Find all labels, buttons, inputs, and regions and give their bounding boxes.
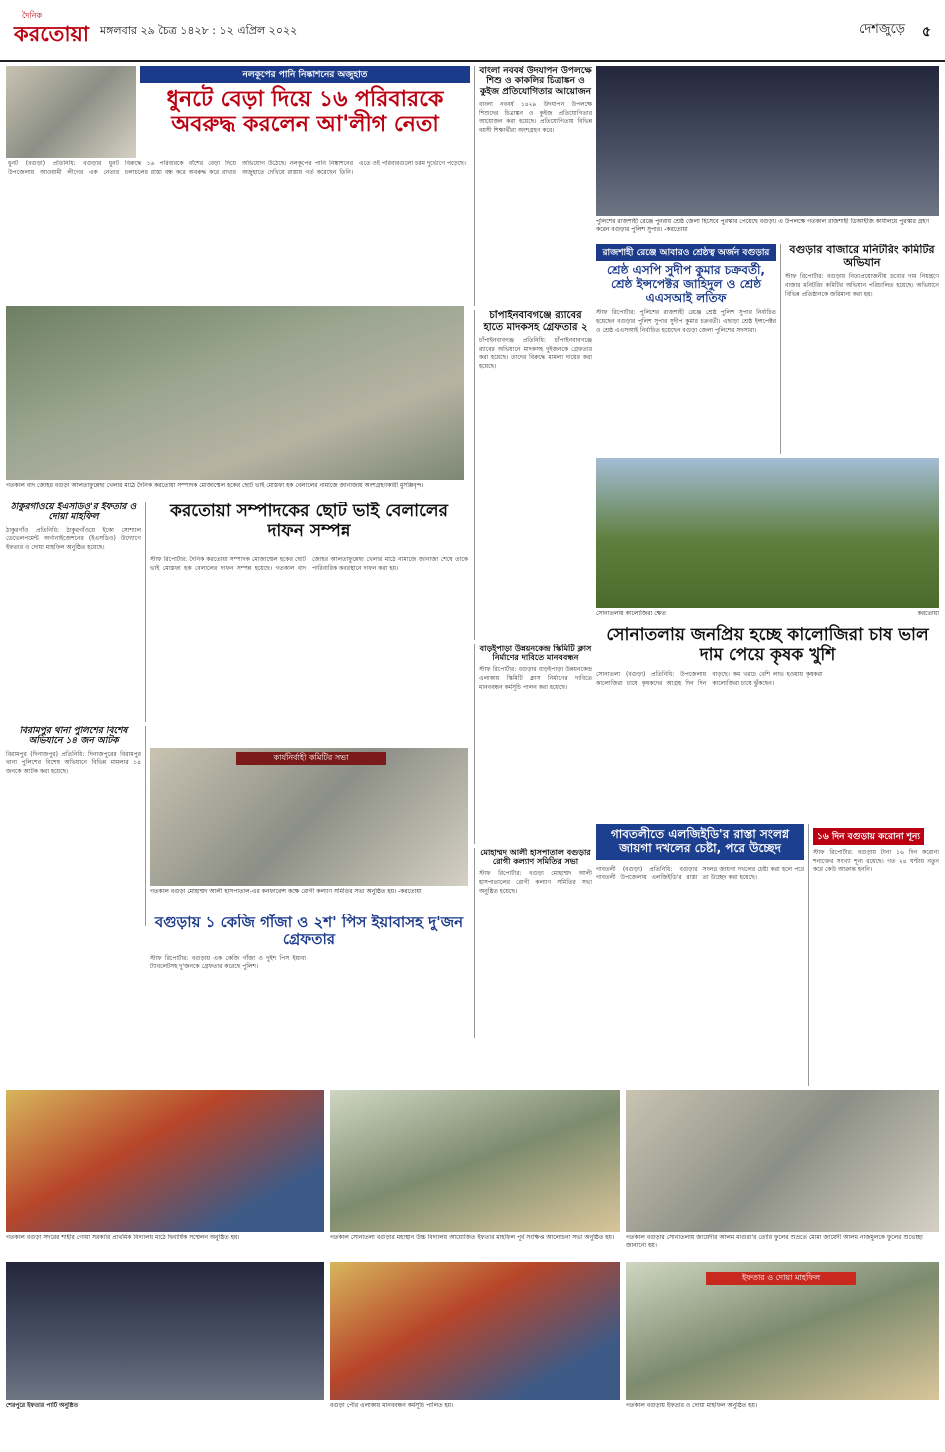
photo-iftar-school — [330, 1090, 620, 1232]
photo-janaza — [6, 306, 464, 480]
headline: বাড়ইপাড়া উন্নয়নকেন্দ্র স্কিমিটি ক্লাস নির্মাণের দাবিতে মানববন্ধন — [479, 644, 592, 663]
photo-black-cumin-field — [596, 458, 939, 608]
doa-banner: ইফতার ও দোয়া মাহফিল — [706, 1272, 856, 1285]
photo-conference-caption: গতকাল বগুড়া সদরের শাহীর গোয়া সরকারি প্রাথমিক বিদ্যালয় মাঠে দ্বিবার্ষিক সম্মেলন অনুষ্ঠিত হয়। — [6, 1234, 240, 1241]
headline: চাঁপাইনবাবগঞ্জে র‍্যাবের হাতে মাদকসহ গ্রেফতার ২ — [483, 310, 588, 333]
headline: করতোয়া সম্পাদকের ছোট ভাই বেলালের দাফন সম্পন্ন — [170, 502, 448, 541]
story-best-sp — [596, 244, 776, 454]
photo-sherpur-iftar — [6, 1262, 324, 1400]
corona-tag: ১৬ দিন বগুড়ায় করোনা শূন্য — [813, 828, 924, 845]
body: স্টাফ রিপোর্টার: বগুড়ায় নিত্যপ্রয়োজনীয় দ্রব্যের দাম নিয়ন্ত্রণে বাজার মনিটরিং কমিটির অভিযান পরিচালিত হয়েছে। অভিযানে বিভিন্ন প্রতিষ্ঠানকে জরিমানা করা হয়। — [785, 273, 939, 298]
body: স্টাফ রিপোর্টার: বগুড়ার বাড়ইপাড়া উন্নয়নকেন্দ্র এলাকায় স্কিমিটি ক্লাস নির্মাণের দাবিতে মানববন্ধন কর্মসূচি পালন করা হয়েছে। — [479, 666, 592, 691]
photo-fence — [6, 66, 136, 158]
story-belal-body: স্টাফ রিপোর্টার: দৈনিক করতোয়া সম্পাদক মোজাম্মেল হকের ছোট ভাই মোস্তফা হক বেলালের দাফন সম্পন্ন হয়েছে। গতকাল বাদ জোহর আলতাফুন্নেছা খেলার মাঠে নামাজে জানাজা শেষে তাকে পারিবারিক কবরস্থানে দাফন করা হয়। — [150, 556, 468, 572]
body: চাঁপাইনবাবগঞ্জ প্রতিনিধি: চাঁপাইনবাবগঞ্জে র‍্যাবের অভিযানে মাদকসহ দুইজনকে গ্রেফতার করা হয়েছে। তাদের বিরুদ্ধে মামলা দায়ের করা হয়েছে। — [479, 337, 592, 371]
headline: মোহাম্মদ আলী হাসপাতাল বগুড়ার রোগী কল্যাণ সমিতির সভা — [480, 848, 591, 867]
photo-garland — [626, 1090, 939, 1232]
photo-doa-mahfil — [626, 1262, 939, 1400]
headline: শ্রেষ্ঠ এসপি সুদীপ কুমার চক্রবর্তী, শ্রেষ্ঠ ইন্সপেক্টর জাহিদুল ও শ্রেষ্ঠ এএসআই লতিফ — [607, 263, 765, 305]
photo-iftar-school-caption: গতকাল সোনাতলা বগুড়ার মহাস্থান উচ্চ বিদ্যালয় আয়োজিত ইফতার মাহফিল পূর্ব সংক্ষিপ্ত আলোচনা সভা অনুষ্ঠিত হয়। — [330, 1234, 615, 1241]
headline: ঠাকুরগাঁওয়ে ইএসডিও'র ইফতার ও দোয়া মাহফিল — [10, 502, 137, 523]
logo: করতোয়া — [14, 21, 89, 46]
story-birampur — [6, 726, 146, 926]
story-market-monitoring — [780, 244, 939, 454]
meeting-banner: কার্যনির্বাহী কমিটির সভা — [236, 752, 386, 765]
story-ganja-yaba — [150, 914, 468, 1086]
logo-tagline: দৈনিক — [22, 11, 43, 20]
body: গাবতলী (বগুড়া) প্রতিনিধি: বগুড়ার গাবতলী উপজেলায় এলজিইডি'র রাস্তা সংলগ্ন জায়গা দখলের চেষ্টা করা হলে পরে তা উচ্ছেদ করা হয়েছে। — [596, 865, 804, 882]
story-rab-arrest — [474, 310, 592, 640]
headline: বাংলা নববর্ষ উদযাপন উপলক্ষে শিশু ও কাকলির চিত্রাঙ্কন ও কুইজ প্রতিযোগিতার আয়োজন — [479, 66, 592, 97]
headline: গাবতলীতে এলজিইডি'র রাস্তা সংলগ্ন জায়গা দখলের চেষ্টা, পরে উচ্ছেদ — [596, 824, 804, 860]
headline: সোনাতলায় জনপ্রিয় হচ্ছে কালোজিরা চাষ ভাল দাম পেয়ে কৃষক খুশি — [606, 625, 929, 665]
photo-conference — [6, 1090, 324, 1232]
body: স্টাফ রিপোর্টার: বগুড়া মোহাম্মদ আলী হাসপাতালের রোগী কল্যাণ সমিতির সভা অনুষ্ঠিত হয়েছে। — [479, 870, 592, 895]
photo-rally-caption: বগুড়া পৌর এলাকায় মানববন্ধন কর্মসূচি পালিত হয়। — [330, 1402, 454, 1409]
headline: বিরামপুর থানা পুলিশের বিশেষ অভিযানে ১৪ জন আটক — [19, 726, 128, 747]
body: বাংলা নববর্ষ ১৪২৯ উদযাপন উপলক্ষে শিশুদের চিত্রাঙ্কন ও কুইজ প্রতিযোগিতার আয়োজন করা হয়েছে। প্রতিযোগিতায় বিভিন্ন বয়সী শিক্ষার্থীরা অংশগ্রহণ করে। — [479, 101, 592, 135]
photo-doa-caption: গতকাল বগুড়ায় ইফতার ও দোয়া মাহফিল অনুষ্ঠিত হয়। — [626, 1402, 758, 1409]
story-patient-welfare — [474, 848, 592, 1038]
dateline: মঙ্গলবার ২৯ চৈত্র ১৪২৮ : ১২ এপ্রিল ২০২২ — [100, 24, 298, 37]
kicker: রাজশাহী রেঞ্জে আবারও শ্রেষ্ঠত্ব অর্জন বগুড়ার — [596, 244, 776, 261]
photo-sherpur-caption: শেরপুরে ইফতার পার্টি অনুষ্ঠিত — [6, 1402, 79, 1409]
story-belal-burial — [150, 502, 468, 552]
story-corona — [808, 824, 939, 1086]
headline: ধুনটে বেড়া দিয়ে ১৬ পরিবারকে অবরুদ্ধ করলেন আ'লীগ নেতা — [166, 87, 444, 138]
photo-meeting — [150, 748, 468, 886]
story-dhunat-body: ধুনট (বগুড়া) প্রতিনিধি: বগুড়ার ধুনট উপজেলায় আওয়ামী লীগের এক নেতার বিরুদ্ধে ১৬ পরিবারকে বাঁশের বেড়া দিয়ে চলাচলের রাস্তা বন্ধ করে অবরুদ্ধ করে রাখার অভিযোগ উঠেছে। নলকূপের পানি নিষ্কাশনের অজুহাতে দেখিয়ে রাস্তায় গর্ত করেছেন তিনি। এতে ওই পরিবারগুলো চরম দুর্ভোগে পড়েছে। — [8, 160, 466, 176]
page-number: ৫ — [921, 24, 931, 40]
story-human-chain — [474, 644, 592, 844]
body: স্টাফ রিপোর্টার: বগুড়ায় টানা ১৬ দিন করোনা শনাক্তের সংখ্যা শূন্য রয়েছে। গত ২৪ ঘণ্টায় নতুন করে কেউ আক্রান্ত হননি। — [813, 849, 939, 874]
story-dhunat — [140, 66, 470, 158]
body: স্টাফ রিপোর্টার: বগুড়ায় এক কেজি গাঁজা ও দুইশ পিস ইয়াবা ট্যাবলেটসহ দু'জনকে গ্রেফতার করেছে পুলিশ। — [150, 954, 306, 971]
headline: বগুড়ায় ১ কেজি গাঁজা ও ২শ' পিস ইয়াবাসহ দু'জন গ্রেফতার — [154, 914, 464, 949]
body: স্টাফ রিপোর্টার: পুলিশের রাজশাহী রেঞ্জে শ্রেষ্ঠ পুলিশ সুপার নির্বাচিত হয়েছেন বগুড়ার পুলিশ সুপার সুদীপ কুমার চক্রবর্তী। এছাড়া শ্রেষ্ঠ ইন্সপেক্টর ও শ্রেষ্ঠ এএসআই নির্বাচিত হয়েছেন বগুড়া জেলা পুলিশের সদস্যরা। — [596, 309, 776, 334]
photo-police-award — [596, 66, 939, 216]
section-name: দেশজুড়ে — [859, 22, 905, 37]
photo-field-credit: করতোয়া — [917, 610, 939, 617]
story-lged-road — [596, 824, 804, 1086]
body: বিরামপুর (দিনাজপুর) প্রতিনিধি: দিনাজপুরের বিরামপুর থানা পুলিশের বিশেষ অভিযানে বিভিন্ন মামলার ১৪ জনকে আটক করা হয়েছে। — [6, 750, 141, 776]
photo-rally — [330, 1262, 620, 1400]
story-noboborsho — [474, 66, 592, 306]
headline: বগুড়ার বাজারে মনিটরিং কমিটির অভিযান — [789, 244, 935, 269]
photo-garland-caption: গতকাল বগুড়ার সোনাতলায় জায়েদীর আলম মাগুরা'র তোরি ফুলের শুভ্রতে মোমা জায়েদী আলম নাজমুলকে ফুলের শুভেচ্ছা জানানো হয়। — [626, 1234, 923, 1250]
body: ঠাকুরগাঁও প্রতিনিধি: ঠাকুরগাঁওয়ে ইকো সোশ্যাল ডেভেলপমেন্ট অর্গানাইজেশনের (ইএসডিও) উদ্যোগে ইফতার ও দোয়া মাহফিল অনুষ্ঠিত হয়েছে। — [6, 526, 141, 552]
photo-janaza-caption: গতকাল বাদ জোহর বগুড়া আলতাফুন্নেছা খেলার মাঠে দৈনিক করতোয়া সম্পাদক মোজাম্মেল হকের ছোট ভাই মোস্তফা হক বেলালের নামাজে জানাজায় অংশগ্রহণকারী মুসল্লিবৃন্দ। — [6, 482, 424, 489]
body: সোনাতলা (বগুড়া) প্রতিনিধি: উপজেলায় কালোজিরা চাষে কৃষকদের আগ্রহ দিন দিন বাড়ছে। কম খরচে বেশি লাভ হওয়ায় কৃষকরা কালোজিরা চাষে ঝুঁকছেন। — [596, 671, 823, 687]
story-esdo-iftar — [6, 502, 146, 722]
story-black-cumin — [596, 624, 939, 820]
photo-police-caption: পুলিশের রাজশাহী রেঞ্জে পুনরায় শ্রেষ্ঠ জেলা হিসেবে পুরস্কার পেয়েছে বগুড়া। এ উপলক্ষে গতকাল রাজশাহী ডিআইজি কার্যালয়ে পুরস্কার গ্রহণ করেন বগুড়ার পুলিশ সুপার। -করতোয়া — [596, 218, 930, 234]
photo-field-caption: সোনাতলায় কালোজিরা ক্ষেত — [596, 610, 667, 617]
masthead — [0, 0, 945, 62]
photo-meeting-caption: গতকাল বগুড়া মোহাম্মদ আলী হাসপাতাল-এর কনফারেন্স কক্ষে রোগী কল্যাণ সমিতির সভা অনুষ্ঠিত হয়। -করতোয়া — [150, 888, 422, 895]
kicker: নলকূপের পানি নিষ্কাশনের অজুহাত — [140, 66, 470, 83]
